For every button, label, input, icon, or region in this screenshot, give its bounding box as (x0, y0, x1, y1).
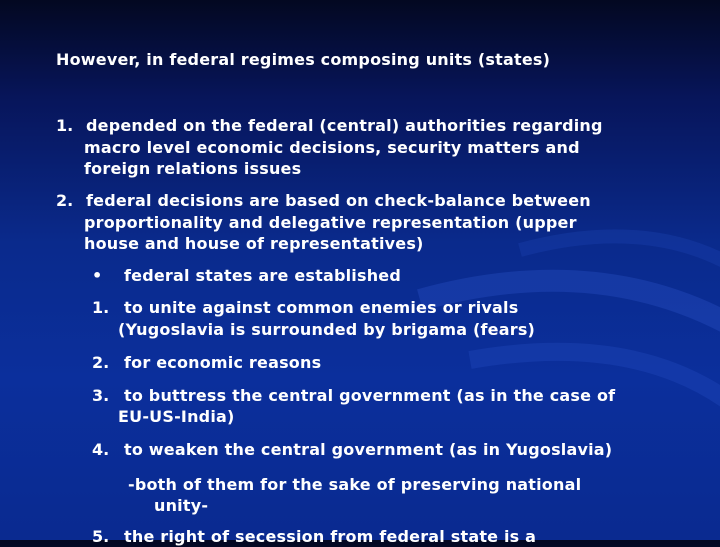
reason-2-marker: 2. (92, 353, 110, 372)
reason-4-marker: 4. (92, 440, 110, 459)
reason-5-line-1: the right of secession from federal state is a (124, 527, 537, 546)
point-1-line-3: foreign relations issues (84, 159, 302, 178)
reason-2-line-1: for economic reasons (124, 353, 322, 372)
reason-1-marker: 1. (92, 298, 110, 317)
note-line-2: unity- (154, 496, 209, 515)
reason-3-line-2: EU-US-India) (118, 407, 235, 426)
reason-3-marker: 3. (92, 386, 110, 405)
reason-1-line-1: to unite against common enemies or rivals (124, 298, 519, 317)
bullet-text: federal states are established (124, 266, 401, 285)
reason-3-line-1: to buttress the central government (as in the case of (124, 386, 616, 405)
point-1-marker: 1. (56, 116, 74, 135)
reason-5-marker: 5. (92, 527, 110, 546)
intro-text: However, in federal regimes composing units (states) (56, 50, 551, 69)
reason-4-line-1: to weaken the central government (as in Yugoslavia) (124, 440, 613, 459)
point-1-line-2: macro level economic decisions, security matters and (84, 138, 580, 157)
point-1-line-1: depended on the federal (central) authorities regarding (86, 116, 603, 135)
reason-1-line-2: (Yugoslavia is surrounded by brigama (fears) (118, 320, 536, 339)
point-2-line-1: federal decisions are based on check-balance between (86, 191, 591, 210)
point-2-marker: 2. (56, 191, 74, 210)
point-2-line-3: house and house of representatives) (84, 234, 424, 253)
bullet-marker: • (92, 266, 103, 285)
note-line-1: -both of them for the sake of preserving national (128, 475, 582, 494)
point-2-line-2: proportionality and delegative representation (upper (84, 213, 577, 232)
